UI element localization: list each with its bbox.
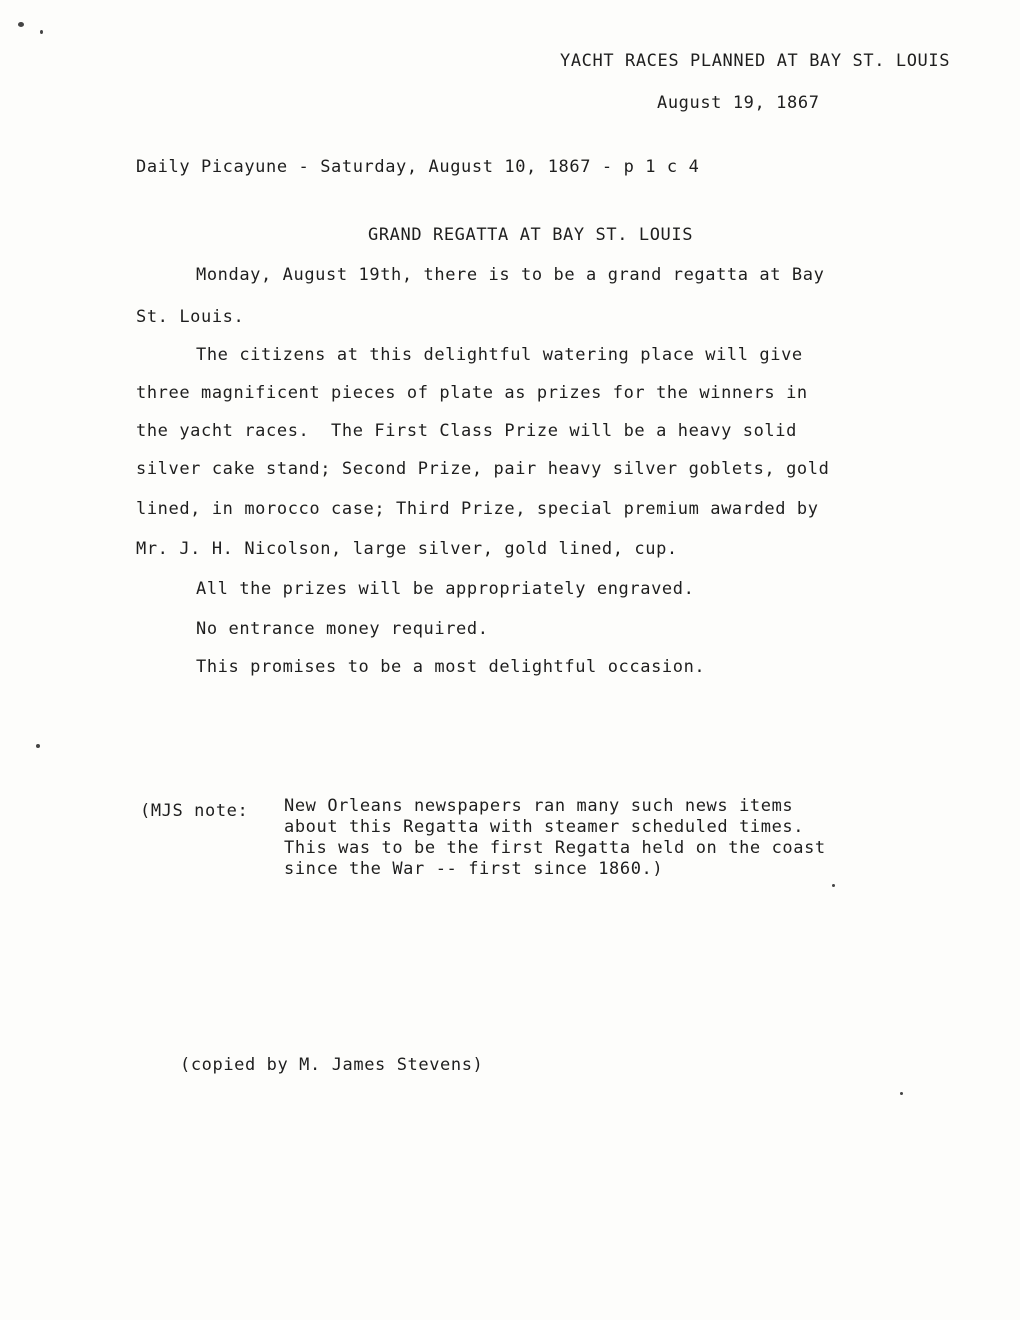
article-line: Mr. J. H. Nicolson, large silver, gold lined, cup. (136, 539, 678, 559)
note-line: about this Regatta with steamer scheduled times. (284, 817, 805, 837)
note-label: (MJS note: (140, 801, 249, 821)
article-line: Monday, August 19th, there is to be a grand regatta at Bay (196, 265, 825, 285)
article-line: All the prizes will be appropriately engraved. (196, 579, 695, 599)
scan-speck (36, 744, 40, 748)
article-line: St. Louis. (136, 307, 245, 327)
article-line: The citizens at this delightful watering place will give (196, 345, 803, 365)
article-line: No entrance money required. (196, 619, 489, 639)
note-line: since the War -- first since 1860.) (284, 859, 664, 879)
scan-speck (40, 30, 43, 34)
article-line: the yacht races. The First Class Prize will be a heavy solid (136, 421, 797, 441)
article-line: three magnificent pieces of plate as prizes for the winners in (136, 383, 808, 403)
article-heading: GRAND REGATTA AT BAY ST. LOUIS (368, 225, 694, 245)
article-line: This promises to be a most delightful occasion. (196, 657, 706, 677)
note-line: This was to be the first Regatta held on the coast (284, 838, 826, 858)
scan-speck (832, 884, 835, 887)
scan-speck (900, 1092, 903, 1095)
scan-speck (18, 22, 24, 27)
copied-by-credit: (copied by M. James Stevens) (180, 1055, 484, 1075)
document-title: YACHT RACES PLANNED AT BAY ST. LOUIS (560, 51, 951, 71)
document-date: August 19, 1867 (657, 93, 820, 113)
article-line: lined, in morocco case; Third Prize, special premium awarded by (136, 499, 819, 519)
note-line: New Orleans newspapers ran many such news items (284, 796, 794, 816)
article-line: silver cake stand; Second Prize, pair heavy silver goblets, gold (136, 459, 830, 479)
source-citation: Daily Picayune - Saturday, August 10, 1867 - p 1 c 4 (136, 157, 700, 177)
